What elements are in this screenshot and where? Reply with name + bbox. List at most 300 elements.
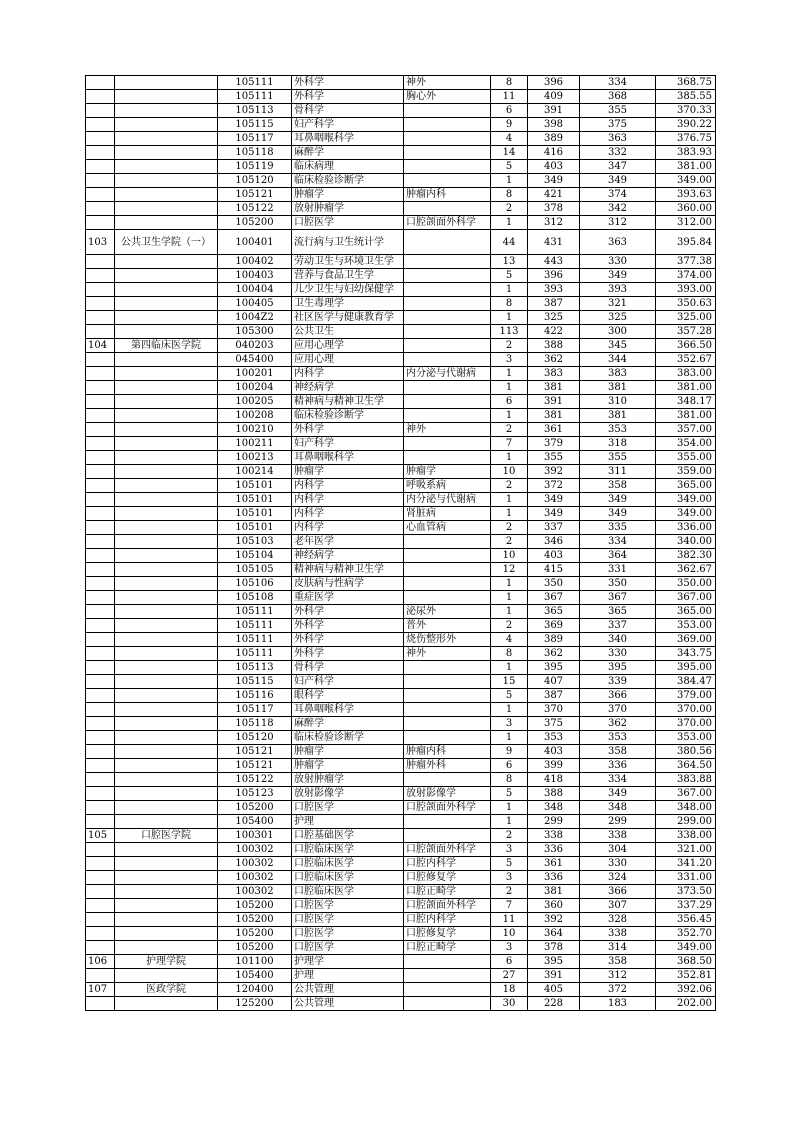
college-name-cell: [115, 132, 218, 146]
count-cell: 113: [491, 325, 528, 339]
avg-score-cell: 381.00: [656, 160, 716, 174]
table-row: [86, 104, 716, 118]
avg-score-cell: 395.84: [656, 230, 716, 255]
count-cell: 5: [491, 269, 528, 283]
college-name-cell: [115, 577, 218, 591]
major-name-cell: 口腔医学: [292, 913, 404, 927]
table-row: [86, 801, 716, 815]
college-code-cell: [86, 325, 115, 339]
max-score-cell: 396: [528, 76, 580, 90]
college-name-cell: [115, 549, 218, 563]
max-score-cell: 418: [528, 773, 580, 787]
major-code-cell: 105120: [218, 174, 292, 188]
avg-score-cell: 357.28: [656, 325, 716, 339]
college-name-cell: [115, 535, 218, 549]
college-code-cell: [86, 118, 115, 132]
min-score-cell: 300: [580, 325, 656, 339]
table-row: [86, 325, 716, 339]
college-code-cell: [86, 787, 115, 801]
table-row: [86, 465, 716, 479]
table-row: [86, 339, 716, 353]
max-score-cell: 395: [528, 661, 580, 675]
max-score-cell: 348: [528, 801, 580, 815]
table-row: [86, 941, 716, 955]
major-code-cell: 105105: [218, 563, 292, 577]
min-score-cell: 353: [580, 423, 656, 437]
major-name-cell: 临床病理: [292, 160, 404, 174]
major-code-cell: 105115: [218, 675, 292, 689]
college-name-cell: [115, 160, 218, 174]
direction-cell: [404, 297, 491, 311]
direction-cell: [404, 104, 491, 118]
table-row: [86, 885, 716, 899]
major-name-cell: 重症医学: [292, 591, 404, 605]
major-name-cell: 临床检验诊断学: [292, 409, 404, 423]
major-code-cell: 105200: [218, 899, 292, 913]
avg-score-cell: 376.75: [656, 132, 716, 146]
college-code-cell: [86, 479, 115, 493]
college-code-cell: [86, 717, 115, 731]
college-code-cell: [86, 605, 115, 619]
major-name-cell: 卫生毒理学: [292, 297, 404, 311]
major-name-cell: 耳鼻咽喉科学: [292, 132, 404, 146]
major-name-cell: 口腔临床医学: [292, 857, 404, 871]
table-row: [86, 549, 716, 563]
count-cell: 4: [491, 633, 528, 647]
max-score-cell: 415: [528, 563, 580, 577]
major-name-cell: 内科学: [292, 493, 404, 507]
major-name-cell: 内科学: [292, 479, 404, 493]
major-name-cell: 精神病与精神卫生学: [292, 395, 404, 409]
max-score-cell: 370: [528, 703, 580, 717]
min-score-cell: 368: [580, 90, 656, 104]
direction-cell: [404, 353, 491, 367]
college-code-cell: [86, 409, 115, 423]
major-name-cell: 口腔临床医学: [292, 843, 404, 857]
avg-score-cell: 367.00: [656, 591, 716, 605]
count-cell: 8: [491, 773, 528, 787]
major-name-cell: 临床检验诊断学: [292, 731, 404, 745]
direction-cell: 内分泌与代谢病: [404, 367, 491, 381]
direction-cell: [404, 563, 491, 577]
major-name-cell: 公共管理: [292, 983, 404, 997]
table-row: [86, 731, 716, 745]
major-name-cell: 营养与食品卫生学: [292, 269, 404, 283]
count-cell: 30: [491, 997, 528, 1011]
max-score-cell: 389: [528, 633, 580, 647]
table-row: [86, 675, 716, 689]
college-name-cell: [115, 311, 218, 325]
direction-cell: [404, 983, 491, 997]
direction-cell: 肾脏病: [404, 507, 491, 521]
major-name-cell: 放射肿瘤学: [292, 773, 404, 787]
direction-cell: [404, 202, 491, 216]
table-row: [86, 815, 716, 829]
major-name-cell: 社区医学与健康教育学: [292, 311, 404, 325]
max-score-cell: 228: [528, 997, 580, 1011]
college-code-cell: [86, 969, 115, 983]
count-cell: 9: [491, 118, 528, 132]
table-row: [86, 605, 716, 619]
direction-cell: 内分泌与代谢病: [404, 493, 491, 507]
min-score-cell: 314: [580, 941, 656, 955]
direction-cell: [404, 255, 491, 269]
major-name-cell: 口腔医学: [292, 216, 404, 230]
major-code-cell: 100210: [218, 423, 292, 437]
major-code-cell: 100208: [218, 409, 292, 423]
direction-cell: [404, 661, 491, 675]
avg-score-cell: 364.50: [656, 759, 716, 773]
table-row: [86, 535, 716, 549]
max-score-cell: 312: [528, 216, 580, 230]
max-score-cell: 350: [528, 577, 580, 591]
count-cell: 14: [491, 146, 528, 160]
direction-cell: [404, 325, 491, 339]
avg-score-cell: 392.06: [656, 983, 716, 997]
avg-score-cell: 338.00: [656, 829, 716, 843]
min-score-cell: 337: [580, 619, 656, 633]
college-name-cell: [115, 297, 218, 311]
table-row: [86, 829, 716, 843]
college-name-cell: [115, 619, 218, 633]
max-score-cell: 325: [528, 311, 580, 325]
major-name-cell: 外科学: [292, 619, 404, 633]
major-code-cell: 105118: [218, 717, 292, 731]
college-code-cell: [86, 899, 115, 913]
major-code-cell: 040203: [218, 339, 292, 353]
college-name-cell: [115, 367, 218, 381]
major-name-cell: 神经病学: [292, 381, 404, 395]
count-cell: 2: [491, 535, 528, 549]
avg-score-cell: 369.00: [656, 633, 716, 647]
major-name-cell: 耳鼻咽喉科学: [292, 451, 404, 465]
college-code-cell: [86, 216, 115, 230]
major-code-cell: 100213: [218, 451, 292, 465]
min-score-cell: 366: [580, 689, 656, 703]
major-name-cell: 应用心理学: [292, 339, 404, 353]
major-name-cell: 口腔医学: [292, 927, 404, 941]
major-code-cell: 105111: [218, 633, 292, 647]
avg-score-cell: 384.47: [656, 675, 716, 689]
avg-score-cell: 352.67: [656, 353, 716, 367]
table-row: [86, 132, 716, 146]
table-row: [86, 591, 716, 605]
avg-score-cell: 356.45: [656, 913, 716, 927]
min-score-cell: 318: [580, 437, 656, 451]
direction-cell: [404, 577, 491, 591]
college-name-cell: 第四临床医学院: [115, 339, 218, 353]
max-score-cell: 392: [528, 465, 580, 479]
count-cell: 27: [491, 969, 528, 983]
avg-score-cell: 377.38: [656, 255, 716, 269]
direction-cell: [404, 409, 491, 423]
min-score-cell: 355: [580, 104, 656, 118]
min-score-cell: 330: [580, 647, 656, 661]
count-cell: 5: [491, 160, 528, 174]
major-code-cell: 105200: [218, 941, 292, 955]
major-code-cell: 100211: [218, 437, 292, 451]
table-row: [86, 717, 716, 731]
min-score-cell: 339: [580, 675, 656, 689]
college-name-cell: [115, 90, 218, 104]
count-cell: 4: [491, 132, 528, 146]
avg-score-cell: 350.63: [656, 297, 716, 311]
min-score-cell: 330: [580, 255, 656, 269]
table-row: [86, 451, 716, 465]
max-score-cell: 336: [528, 843, 580, 857]
college-code-cell: [86, 146, 115, 160]
college-name-cell: [115, 885, 218, 899]
max-score-cell: 416: [528, 146, 580, 160]
college-code-cell: [86, 493, 115, 507]
college-code-cell: [86, 395, 115, 409]
max-score-cell: 336: [528, 871, 580, 885]
min-score-cell: 183: [580, 997, 656, 1011]
table-row: [86, 493, 716, 507]
college-code-cell: [86, 591, 115, 605]
college-code-cell: [86, 927, 115, 941]
college-code-cell: [86, 423, 115, 437]
major-name-cell: 外科学: [292, 647, 404, 661]
major-code-cell: 100401: [218, 230, 292, 255]
major-code-cell: 105108: [218, 591, 292, 605]
college-name-cell: 口腔医学院: [115, 829, 218, 843]
college-code-cell: [86, 759, 115, 773]
avg-score-cell: 370.00: [656, 717, 716, 731]
major-name-cell: 外科学: [292, 423, 404, 437]
min-score-cell: 395: [580, 661, 656, 675]
table-row: [86, 283, 716, 297]
max-score-cell: 349: [528, 174, 580, 188]
table-row: [86, 202, 716, 216]
major-name-cell: 老年医学: [292, 535, 404, 549]
table-row: [86, 647, 716, 661]
direction-cell: [404, 311, 491, 325]
table-row: [86, 997, 716, 1011]
count-cell: 1: [491, 577, 528, 591]
college-code-cell: [86, 703, 115, 717]
min-score-cell: 325: [580, 311, 656, 325]
major-name-cell: 麻醉学: [292, 146, 404, 160]
count-cell: 2: [491, 829, 528, 843]
min-score-cell: 372: [580, 983, 656, 997]
count-cell: 1: [491, 507, 528, 521]
direction-cell: [404, 689, 491, 703]
table-row: [86, 255, 716, 269]
college-name-cell: [115, 591, 218, 605]
avg-score-cell: 366.50: [656, 339, 716, 353]
college-code-cell: [86, 381, 115, 395]
major-code-cell: 105111: [218, 76, 292, 90]
major-code-cell: 100204: [218, 381, 292, 395]
college-code-cell: [86, 507, 115, 521]
avg-score-cell: 365.00: [656, 605, 716, 619]
max-score-cell: 362: [528, 353, 580, 367]
college-code-cell: [86, 871, 115, 885]
direction-cell: 神外: [404, 647, 491, 661]
min-score-cell: 370: [580, 703, 656, 717]
count-cell: 1: [491, 703, 528, 717]
avg-score-cell: 331.00: [656, 871, 716, 885]
college-name-cell: [115, 409, 218, 423]
college-name-cell: [115, 843, 218, 857]
table-row: [86, 269, 716, 283]
major-name-cell: 护理: [292, 969, 404, 983]
major-code-cell: 100302: [218, 885, 292, 899]
count-cell: 1: [491, 731, 528, 745]
count-cell: 11: [491, 90, 528, 104]
avg-score-cell: 299.00: [656, 815, 716, 829]
count-cell: 2: [491, 521, 528, 535]
college-code-cell: [86, 465, 115, 479]
college-code-cell: [86, 437, 115, 451]
count-cell: 8: [491, 188, 528, 202]
major-code-cell: 105101: [218, 521, 292, 535]
major-code-cell: 100404: [218, 283, 292, 297]
major-name-cell: 口腔临床医学: [292, 885, 404, 899]
college-name-cell: [115, 703, 218, 717]
count-cell: 2: [491, 423, 528, 437]
table-row: [86, 871, 716, 885]
table-row: [86, 703, 716, 717]
avg-score-cell: 379.00: [656, 689, 716, 703]
college-code-cell: 106: [86, 955, 115, 969]
direction-cell: 放射影像学: [404, 787, 491, 801]
avg-score-cell: 350.00: [656, 577, 716, 591]
major-code-cell: 105122: [218, 202, 292, 216]
min-score-cell: 364: [580, 549, 656, 563]
avg-score-cell: 348.17: [656, 395, 716, 409]
avg-score-cell: 336.00: [656, 521, 716, 535]
max-score-cell: 387: [528, 297, 580, 311]
min-score-cell: 334: [580, 76, 656, 90]
max-score-cell: 391: [528, 969, 580, 983]
min-score-cell: 375: [580, 118, 656, 132]
max-score-cell: 381: [528, 409, 580, 423]
max-score-cell: 409: [528, 90, 580, 104]
direction-cell: [404, 549, 491, 563]
max-score-cell: 379: [528, 437, 580, 451]
college-code-cell: [86, 76, 115, 90]
major-name-cell: 劳动卫生与环境卫生学: [292, 255, 404, 269]
major-code-cell: 105121: [218, 759, 292, 773]
major-name-cell: 精神病与精神卫生学: [292, 563, 404, 577]
major-code-cell: 100201: [218, 367, 292, 381]
college-code-cell: [86, 535, 115, 549]
count-cell: 5: [491, 857, 528, 871]
major-name-cell: 外科学: [292, 76, 404, 90]
avg-score-cell: 381.00: [656, 409, 716, 423]
major-name-cell: 外科学: [292, 605, 404, 619]
max-score-cell: 388: [528, 787, 580, 801]
min-score-cell: 349: [580, 174, 656, 188]
college-code-cell: [86, 104, 115, 118]
college-code-cell: 105: [86, 829, 115, 843]
min-score-cell: 321: [580, 297, 656, 311]
direction-cell: [404, 437, 491, 451]
major-name-cell: 临床检验诊断学: [292, 174, 404, 188]
major-code-cell: 100302: [218, 871, 292, 885]
college-code-cell: [86, 90, 115, 104]
count-cell: 1: [491, 591, 528, 605]
table-row: [86, 216, 716, 230]
max-score-cell: 403: [528, 549, 580, 563]
college-code-cell: [86, 843, 115, 857]
college-code-cell: 107: [86, 983, 115, 997]
min-score-cell: 362: [580, 717, 656, 731]
major-name-cell: 口腔临床医学: [292, 871, 404, 885]
college-name-cell: [115, 605, 218, 619]
count-cell: 12: [491, 563, 528, 577]
direction-cell: 口腔颌面外科学: [404, 899, 491, 913]
count-cell: 3: [491, 843, 528, 857]
count-cell: 1: [491, 661, 528, 675]
avg-score-cell: 393.00: [656, 283, 716, 297]
major-code-cell: 105111: [218, 605, 292, 619]
college-name-cell: [115, 202, 218, 216]
major-code-cell: 105117: [218, 703, 292, 717]
college-name-cell: [115, 325, 218, 339]
min-score-cell: 349: [580, 269, 656, 283]
major-name-cell: 内科学: [292, 521, 404, 535]
count-cell: 18: [491, 983, 528, 997]
college-code-cell: [86, 675, 115, 689]
count-cell: 3: [491, 717, 528, 731]
count-cell: 5: [491, 689, 528, 703]
college-name-cell: [115, 689, 218, 703]
major-name-cell: 骨科学: [292, 661, 404, 675]
max-score-cell: 398: [528, 118, 580, 132]
college-code-cell: [86, 997, 115, 1011]
table-row: [86, 927, 716, 941]
direction-cell: [404, 395, 491, 409]
table-row: [86, 969, 716, 983]
table-row: [86, 76, 716, 90]
count-cell: 1: [491, 311, 528, 325]
min-score-cell: 363: [580, 132, 656, 146]
major-name-cell: 妇产科学: [292, 675, 404, 689]
direction-cell: 胸心外: [404, 90, 491, 104]
major-code-cell: 100205: [218, 395, 292, 409]
count-cell: 5: [491, 787, 528, 801]
direction-cell: [404, 339, 491, 353]
avg-score-cell: 390.22: [656, 118, 716, 132]
table-row: [86, 118, 716, 132]
min-score-cell: 349: [580, 493, 656, 507]
direction-cell: [404, 591, 491, 605]
count-cell: 1: [491, 605, 528, 619]
table-row: [86, 395, 716, 409]
major-code-cell: 105118: [218, 146, 292, 160]
college-name-cell: [115, 507, 218, 521]
table-row: [86, 174, 716, 188]
table-row: [86, 409, 716, 423]
college-code-cell: [86, 132, 115, 146]
table-row: [86, 661, 716, 675]
major-name-cell: 口腔医学: [292, 801, 404, 815]
major-code-cell: 105101: [218, 507, 292, 521]
max-score-cell: 443: [528, 255, 580, 269]
major-code-cell: 100405: [218, 297, 292, 311]
table-row: [86, 437, 716, 451]
count-cell: 1: [491, 451, 528, 465]
table-row: [86, 367, 716, 381]
table-row: [86, 843, 716, 857]
avg-score-cell: 381.00: [656, 381, 716, 395]
avg-score-cell: 352.81: [656, 969, 716, 983]
direction-cell: 口腔内科学: [404, 913, 491, 927]
direction-cell: 口腔颌面外科学: [404, 801, 491, 815]
